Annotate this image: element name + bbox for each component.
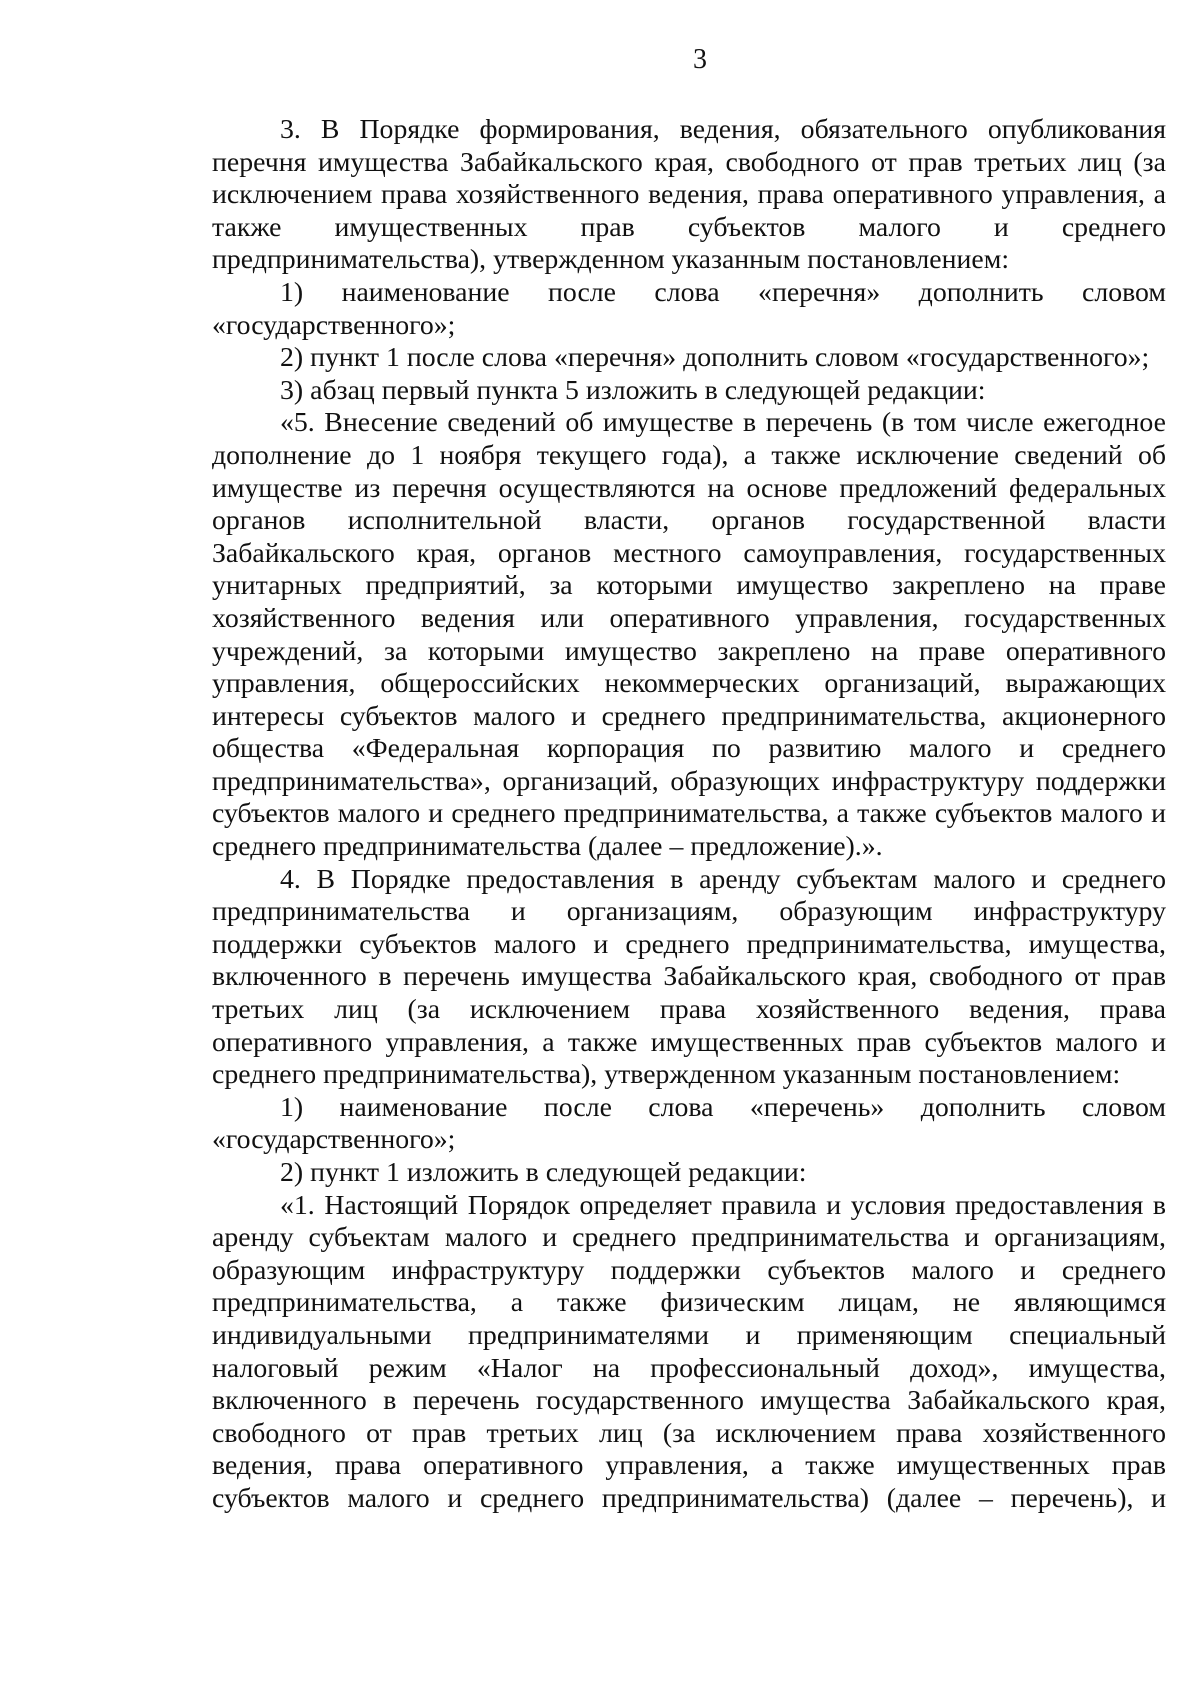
paragraph-section-3-quote-point-5: «5. Внесение сведений об имуществе в перечень (в том числе ежегодное дополнение до 1 ноября текущего года), а также исключение сведений об имуществе из перечня осуществляются на основе предложений федеральных органов исполнительной власти, органов государственной власти Забайкальского края, органов местного самоуправления, государственных унитарных предприятий, за которыми имущество закреплено на праве хозяйственного ведения или оперативного управления, государственных учреждений, за которыми имущество закреплено на праве оперативного управления, общероссийских некоммерческих организаций, выражающих интересы субъектов малого и среднего предпринимательства, акционерного общества «Федеральная корпорация по развитию малого и среднего предпринимательства», организаций, образующих инфраструктуру поддержки субъектов малого и среднего предпринимательства, а также субъектов малого и среднего предпринимательства (далее – предложение).». — [212, 407, 1166, 863]
paragraph-section-4-item-2: 2) пункт 1 изложить в следующей редакции: — [280, 1157, 807, 1188]
paragraph-section-3-intro: 3. В Порядке формирования, ведения, обязательного опубликования перечня имущества Забайкальского края, свободного от прав третьих лиц (за исключением права хозяйственного ведения, права оперативного управления, а также имущественных прав субъектов малого и среднего предпринимательства), утвержденном указанным постановлением: — [212, 114, 1166, 276]
page-number: 3 — [693, 44, 707, 75]
paragraph-section-4-item-1: 1) наименование после слова «перечень» дополнить словом «государственного»; — [212, 1091, 1166, 1156]
paragraph-section-3-item-1: 1) наименование после слова «перечня» дополнить словом «государственного»; — [212, 276, 1166, 341]
paragraph-section-3-item-3: 3) абзац первый пункта 5 изложить в следующей редакции: — [280, 374, 986, 406]
paragraph-section-3-item-2: 2) пункт 1 после слова «перечня» дополнить словом «государственного»; — [280, 342, 1150, 374]
paragraph-section-4-intro: 4. В Порядке предоставления в аренду субъектам малого и среднего предпринимательства и организациям, образующим инфраструктуру поддержки субъектов малого и среднего предпринимательства, имущества, включенного в перечень имущества Забайкальского края, свободного от прав третьих лиц (за исключением права хозяйственного ведения, права оперативного управления, а также имущественных прав субъектов малого и среднего предпринимательства), утвержденном указанным постановлением: — [212, 863, 1166, 1091]
document-body — [212, 114, 1166, 1516]
paragraph-section-4-quote-point-1: «1. Настоящий Порядок определяет правила и условия предоставления в аренду субъектам малого и среднего предпринимательства и организациям, образующим инфраструктуру поддержки субъектов малого и среднего предпринимательства, а также физическим лицам, не являющимся индивидуальными предпринимателями и применяющим специальный налоговый режим «Налог на профессиональный доход», имущества, включенного в перечень государственного имущества Забайкальского края, свободного от прав третьих лиц (за исключением права хозяйственного ведения, права оперативного управления, а также имущественных прав субъектов малого и среднего предпринимательства) (далее – перечень), и — [212, 1189, 1166, 1514]
